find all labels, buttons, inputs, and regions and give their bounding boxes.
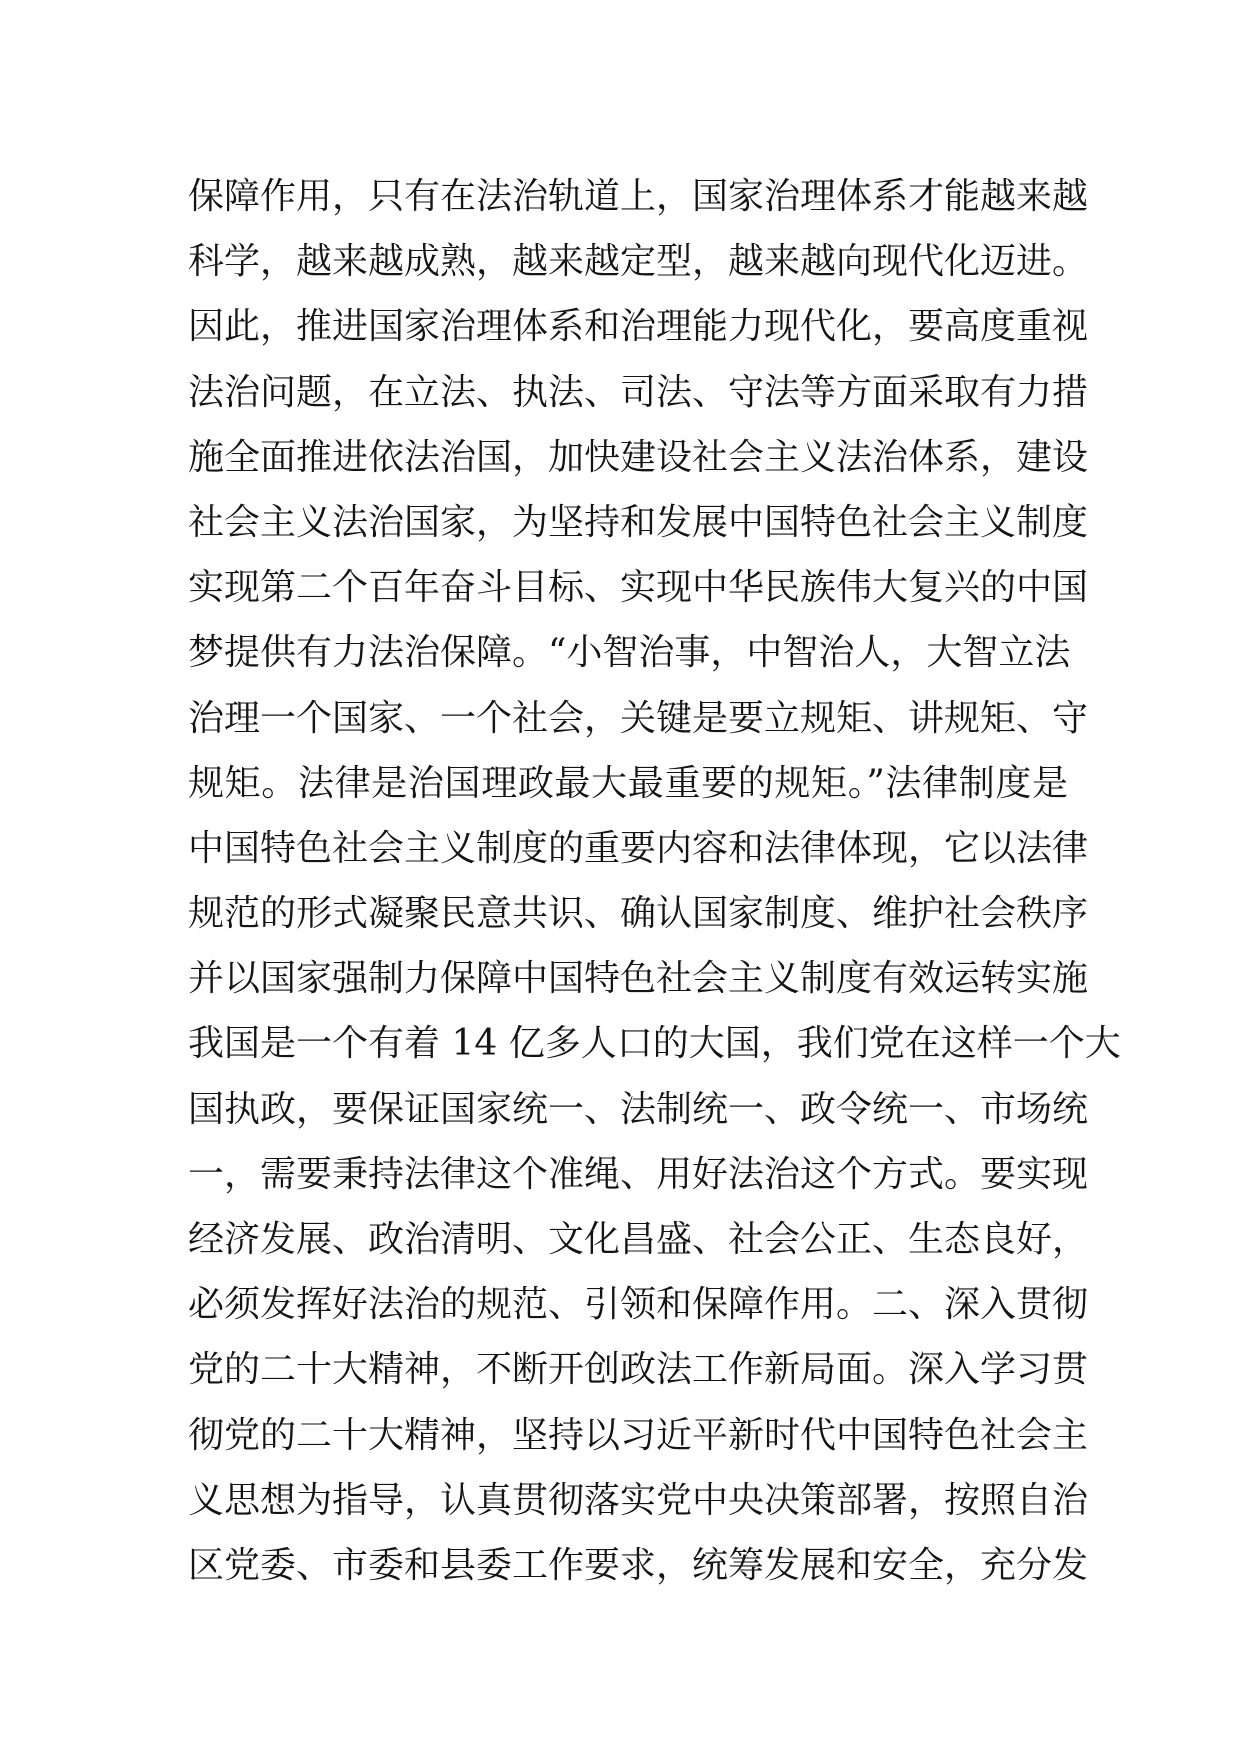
- text-line: 党的二十大精神，不断开创政法工作新局面。深入学习贯: [188, 1349, 1089, 1391]
- text-line: 彻党的二十大精神，坚持以习近平新时代中国特色社会主: [188, 1414, 1089, 1456]
- text-line: 社会主义法治国家，为坚持和发展中国特色社会主义制度: [188, 501, 1089, 543]
- text-line: 规范的形式凝聚民意共识、确认国家制度、维护社会秩序: [188, 893, 1089, 935]
- text-line: 我国是一个有着 14 亿多人口的大国，我们党在这样一个大: [188, 1023, 1121, 1065]
- text-line: 保障作用，只有在法治轨道上，国家治理体系才能越来越: [188, 176, 1089, 217]
- text-line: 因此，推进国家治理体系和治理能力现代化，要高度重视: [188, 306, 1089, 348]
- text-line: 治理一个国家、一个社会，关键是要立规矩、讲规矩、守: [188, 697, 1089, 739]
- text-line: 科学，越来越成熟，越来越定型，越来越向现代化迈进。: [188, 241, 1089, 283]
- text-line: 梦提供有力法治保障。“小智治事，中智治人，大智立法: [188, 632, 1071, 674]
- text-line: 一，需要秉持法律这个准绳、用好法治这个方式。要实现: [188, 1153, 1089, 1195]
- text-line: 经济发展、政治清明、文化昌盛、社会公正、生态良好，: [188, 1219, 1089, 1260]
- text-line: 国执政，要保证国家统一、法制统一、政令统一、市场统: [188, 1088, 1089, 1130]
- text-line: 并以国家强制力保障中国特色社会主义制度有效运转实施: [188, 958, 1089, 1000]
- body-text: [188, 164, 1121, 1598]
- text-line: 必须发挥好法治的规范、引领和保障作用。二、深入贯彻: [188, 1284, 1089, 1326]
- text-line: 实现第二个百年奋斗目标、实现中华民族伟大复兴的中国: [188, 567, 1089, 609]
- text-line: 区党委、市委和县委工作要求，统筹发展和安全，充分发: [188, 1544, 1089, 1586]
- text-line: 规矩。法律是治国理政最大最重要的规矩。”法律制度是: [188, 762, 1068, 804]
- text-line: 施全面推进依法治国，加快建设社会主义法治体系，建设: [188, 436, 1089, 478]
- text-line: 法治问题，在立法、执法、司法、守法等方面采取有力措: [188, 371, 1089, 413]
- text-line: 中国特色社会主义制度的重要内容和法律体现，它以法律: [188, 827, 1089, 869]
- text-line: 义思想为指导，认真贯彻落实党中央决策部署，按照自治: [188, 1479, 1089, 1521]
